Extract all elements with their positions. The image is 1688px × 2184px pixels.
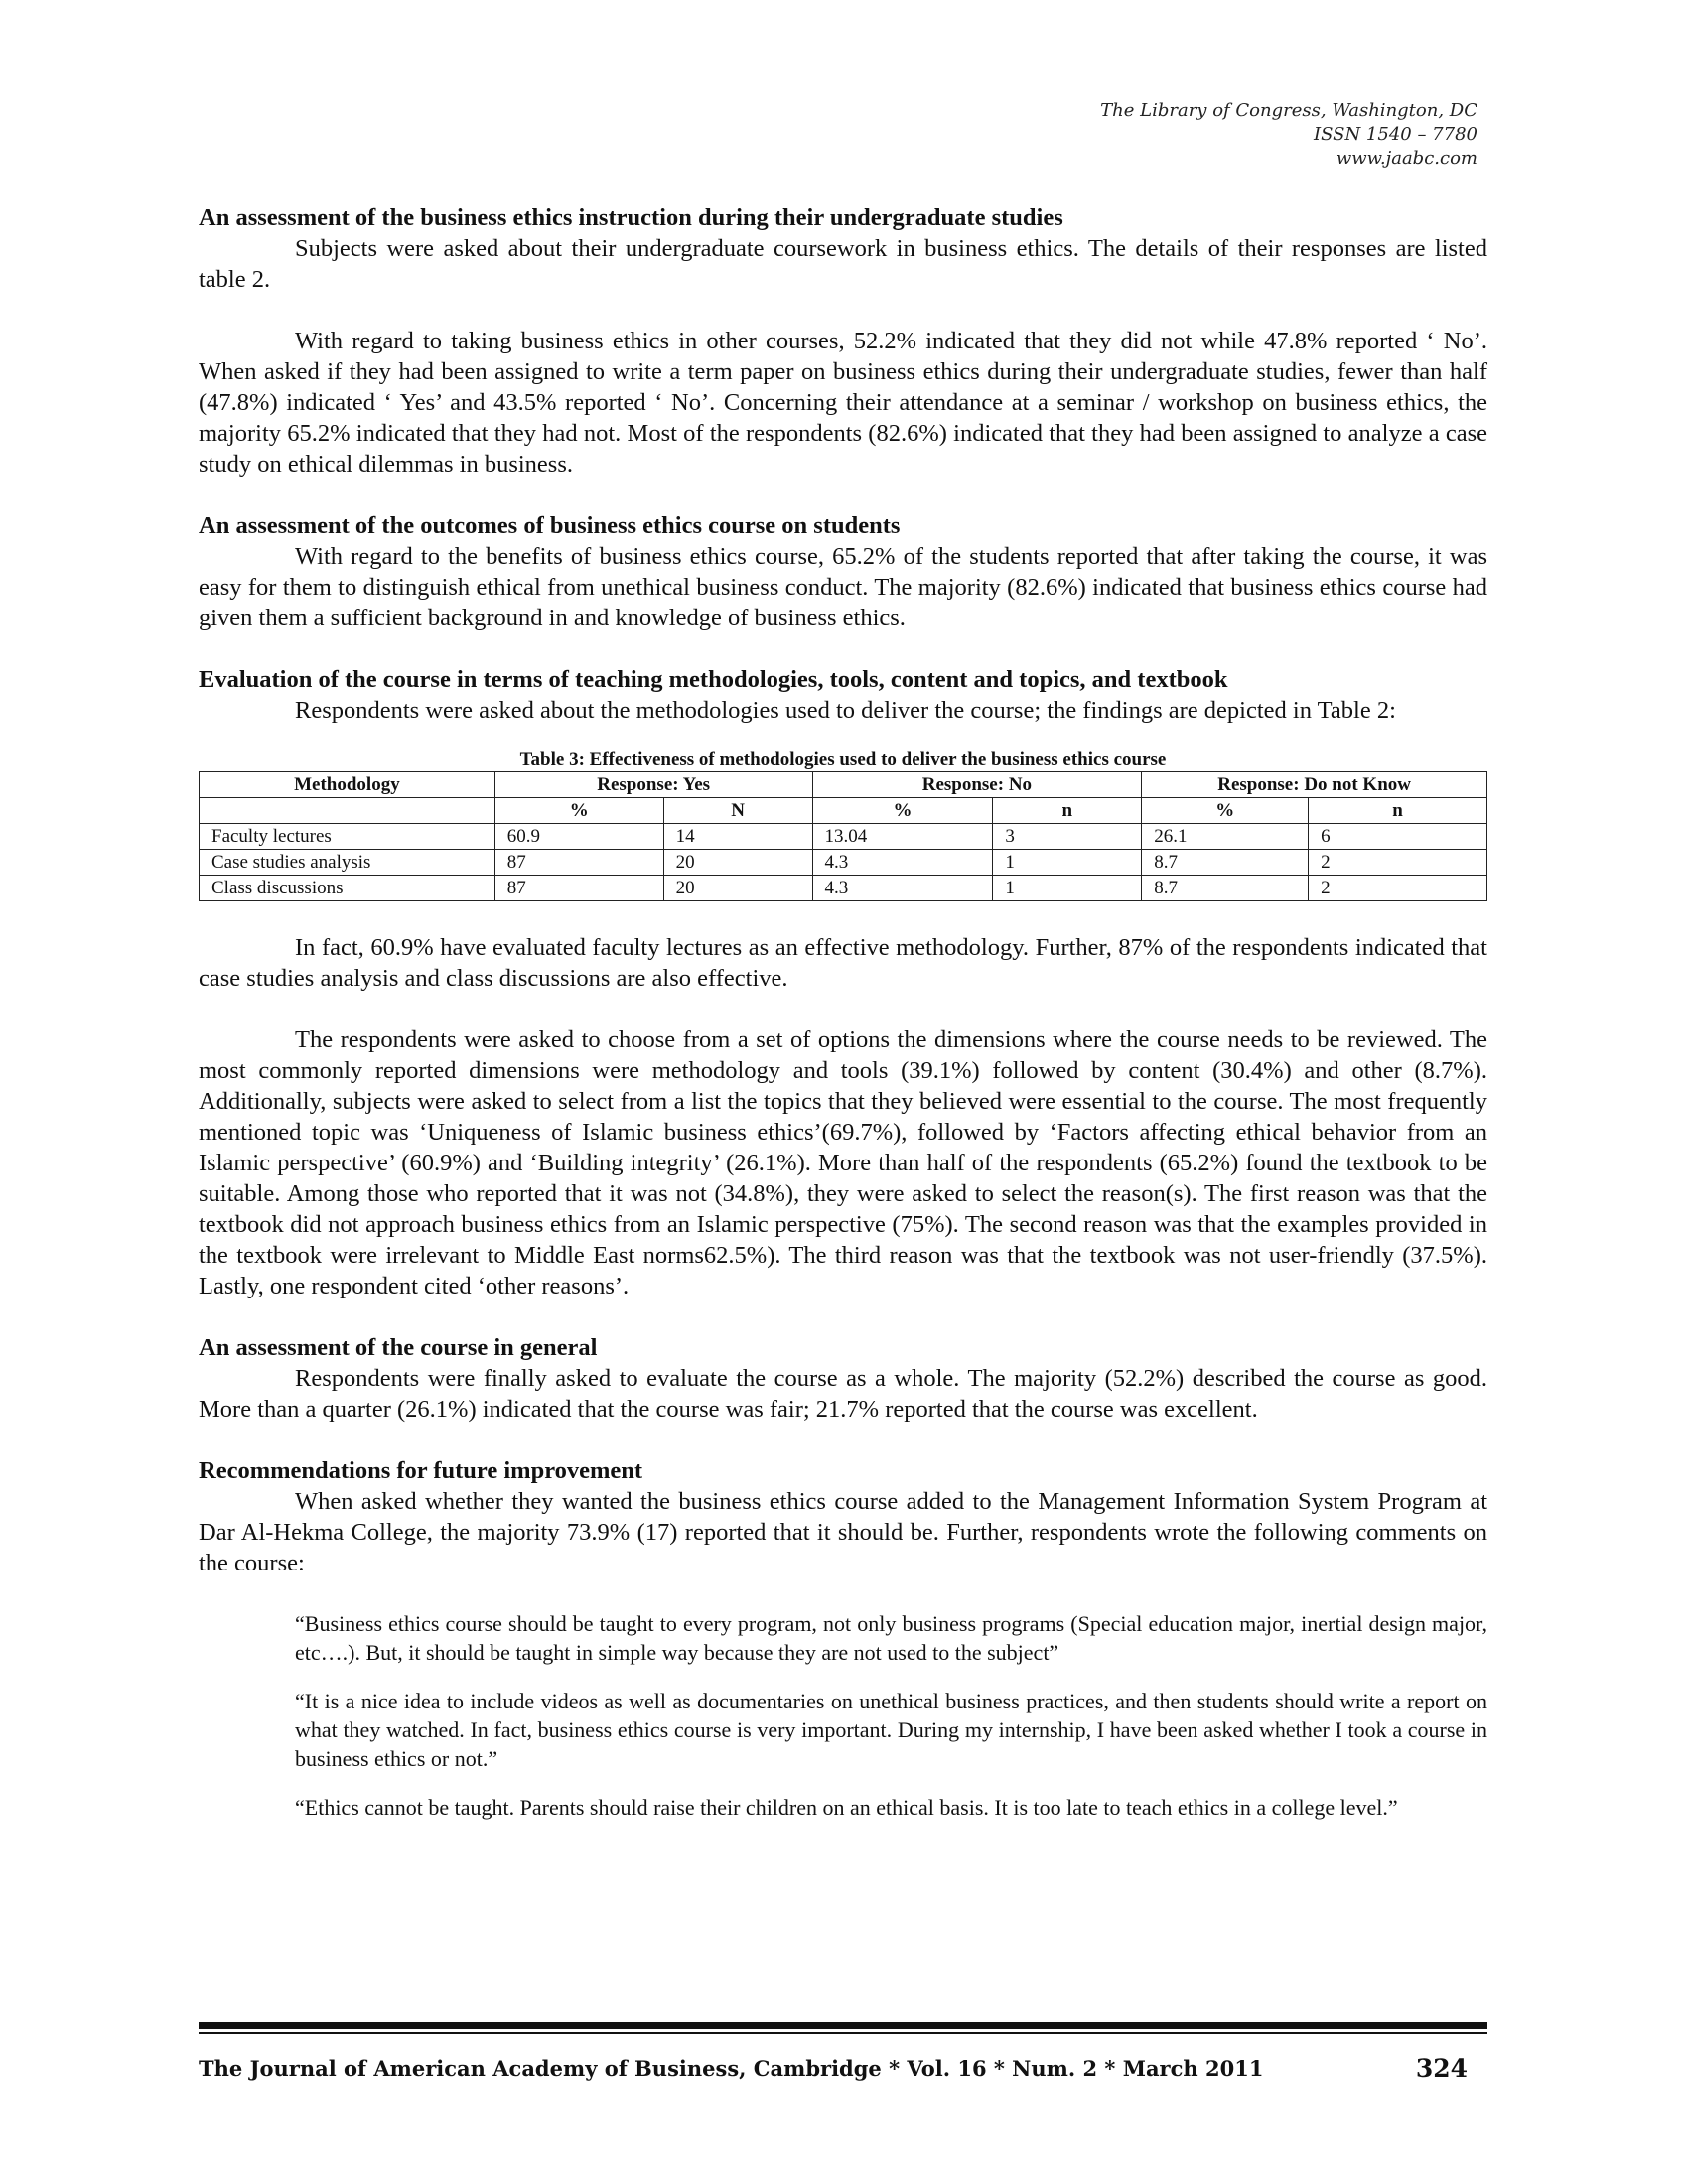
section-heading-evaluation: Evaluation of the course in terms of teaching methodologies, tools, content and topics, and textbook xyxy=(199,666,1228,693)
running-header xyxy=(1100,99,1477,171)
article-body xyxy=(199,203,1487,1822)
cell-dk-pct: 8.7 xyxy=(1142,876,1309,901)
cell-dk-n: 2 xyxy=(1309,876,1487,901)
cell-yes-pct: 87 xyxy=(494,850,663,876)
cell-no-n: 1 xyxy=(993,850,1142,876)
page-number: 324 xyxy=(1415,2054,1468,2083)
header-issn: ISSN 1540 – 7780 xyxy=(1314,124,1477,145)
methodology-table xyxy=(199,771,1487,901)
cell-yes-n: 14 xyxy=(663,824,812,850)
section-heading-general: An assessment of the course in general xyxy=(199,1334,598,1361)
block-quote: “Business ethics course should be taught to every program, not only business programs (Special education major, inertial design major, etc….). But, it should be taught in simple way because they are not used to the subject” xyxy=(295,1611,1487,1665)
section-heading-outcomes: An assessment of the outcomes of business ethics course on students xyxy=(199,512,901,539)
cell-yes-pct: 87 xyxy=(494,876,663,901)
cell-method: Faculty lectures xyxy=(200,824,495,850)
block-quote: “Ethics cannot be taught. Parents should raise their children on an ethical basis. It is too late to teach ethics in a college level.” xyxy=(295,1795,1398,1820)
column-header: Response: Do not Know xyxy=(1142,772,1487,798)
paragraph: Subjects were asked about their undergraduate coursework in business ethics. The details of their responses are listed table 2. xyxy=(199,235,1487,293)
section-heading-instruction: An assessment of the business ethics instruction during their undergraduate studies xyxy=(199,205,1063,231)
table-row xyxy=(200,824,1487,850)
sub-header: % xyxy=(1142,798,1309,824)
sub-header: % xyxy=(812,798,993,824)
cell-method: Class discussions xyxy=(200,876,495,901)
table-row xyxy=(200,876,1487,901)
column-header: Methodology xyxy=(200,772,495,798)
sub-header: N xyxy=(663,798,812,824)
cell-no-pct: 4.3 xyxy=(812,850,993,876)
header-website: www.jaabc.com xyxy=(1336,148,1477,169)
cell-yes-n: 20 xyxy=(663,850,812,876)
paragraph: The respondents were asked to choose from a set of options the dimensions where the course needs to be reviewed. The most commonly reported dimensions were methodology and tools (39.1%) followed by content (30.4%) and other (8.7%). Additionally, subjects were asked to select from a list the topics that they believed were essential to the course. The most frequently mentioned topic was ‘Uniqueness of Islamic business ethics’(69.7%), followed by ‘Factors affecting ethical behavior from an Islamic perspective’ (60.9%) and ‘Building integrity’ (26.1%). More than half of the respondents (65.2%) found the textbook to be suitable. Among those who reported that it was not (34.8%), they were asked to select the reason(s). The first reason was that the textbook did not approach business ethics from an Islamic perspective (75%). The second reason was that the examples provided in the textbook were irrelevant to Middle East norms62.5%). The third reason was that the textbook was not user-friendly (37.5%). Lastly, one respondent cited ‘other reasons’. xyxy=(199,1026,1487,1299)
header-library: The Library of Congress, Washington, DC xyxy=(1100,100,1477,121)
sub-header: n xyxy=(1309,798,1487,824)
paragraph: With regard to taking business ethics in other courses, 52.2% indicated that they did not while 47.8% reported ‘ No’. When asked if they had been assigned to write a term paper on business ethics during their undergraduate studies, fewer than half (47.8%) indicated ‘ Yes’ and 43.5% reported ‘ No’. Concerning their attendance at a seminar / workshop on business ethics, the majority 65.2% indicated that they had not. Most of the respondents (82.6%) indicated that they had been assigned to analyze a case study on ethical dilemmas in business. xyxy=(199,328,1487,478)
paragraph: Respondents were finally asked to evaluate the course as a whole. The majority (52.2%) described the course as good. More than a quarter (26.1%) indicated that the course was fair; 21.7% reported that the course was excellent. xyxy=(199,1365,1487,1423)
cell-yes-n: 20 xyxy=(663,876,812,901)
cell-no-n: 3 xyxy=(993,824,1142,850)
cell-no-pct: 4.3 xyxy=(812,876,993,901)
paragraph: When asked whether they wanted the business ethics course added to the Management Information System Program at Dar Al-Hekma College, the majority 73.9% (17) reported that it should be. Further, respondents wrote the following comments on the course: xyxy=(199,1488,1487,1576)
paragraph: In fact, 60.9% have evaluated faculty lectures as an effective methodology. Further, 87% of the respondents indicated that case studies analysis and class discussions are also effective. xyxy=(199,934,1487,992)
footer-rule-thick xyxy=(199,2022,1487,2029)
cell-dk-n: 2 xyxy=(1309,850,1487,876)
section-heading-recommendations: Recommendations for future improvement xyxy=(199,1457,643,1484)
cell-yes-pct: 60.9 xyxy=(494,824,663,850)
sub-header: % xyxy=(494,798,663,824)
cell-dk-pct: 26.1 xyxy=(1142,824,1309,850)
cell-dk-n: 6 xyxy=(1309,824,1487,850)
cell-no-n: 1 xyxy=(993,876,1142,901)
table-row xyxy=(200,850,1487,876)
cell-dk-pct: 8.7 xyxy=(1142,850,1309,876)
footer-rule-thin xyxy=(199,2032,1487,2034)
footer-journal: The Journal of American Academy of Business, Cambridge * Vol. 16 * Num. 2 * March 2011 xyxy=(199,2056,1264,2081)
paragraph: With regard to the benefits of business ethics course, 65.2% of the students reported that after taking the course, it was easy for them to distinguish ethical from unethical business conduct. The majority (82.6%) indicated that business ethics course had given them a sufficient background in and knowledge of business ethics. xyxy=(199,543,1487,631)
block-quote: “It is a nice idea to include videos as well as documentaries on unethical business practices, and then students should write a report on what they watched. In fact, business ethics course is very important. During my internship, I have been asked whether I took a course in business ethics or not.” xyxy=(295,1689,1487,1771)
column-header: Response: Yes xyxy=(494,772,812,798)
cell-method: Case studies analysis xyxy=(200,850,495,876)
column-header: Response: No xyxy=(812,772,1142,798)
table-caption: Table 3: Effectiveness of methodologies used to deliver the business ethics course xyxy=(519,750,1167,770)
cell-no-pct: 13.04 xyxy=(812,824,993,850)
sub-header: n xyxy=(993,798,1142,824)
paragraph: Respondents were asked about the methodologies used to deliver the course; the findings are depicted in Table 2: xyxy=(295,697,1396,724)
